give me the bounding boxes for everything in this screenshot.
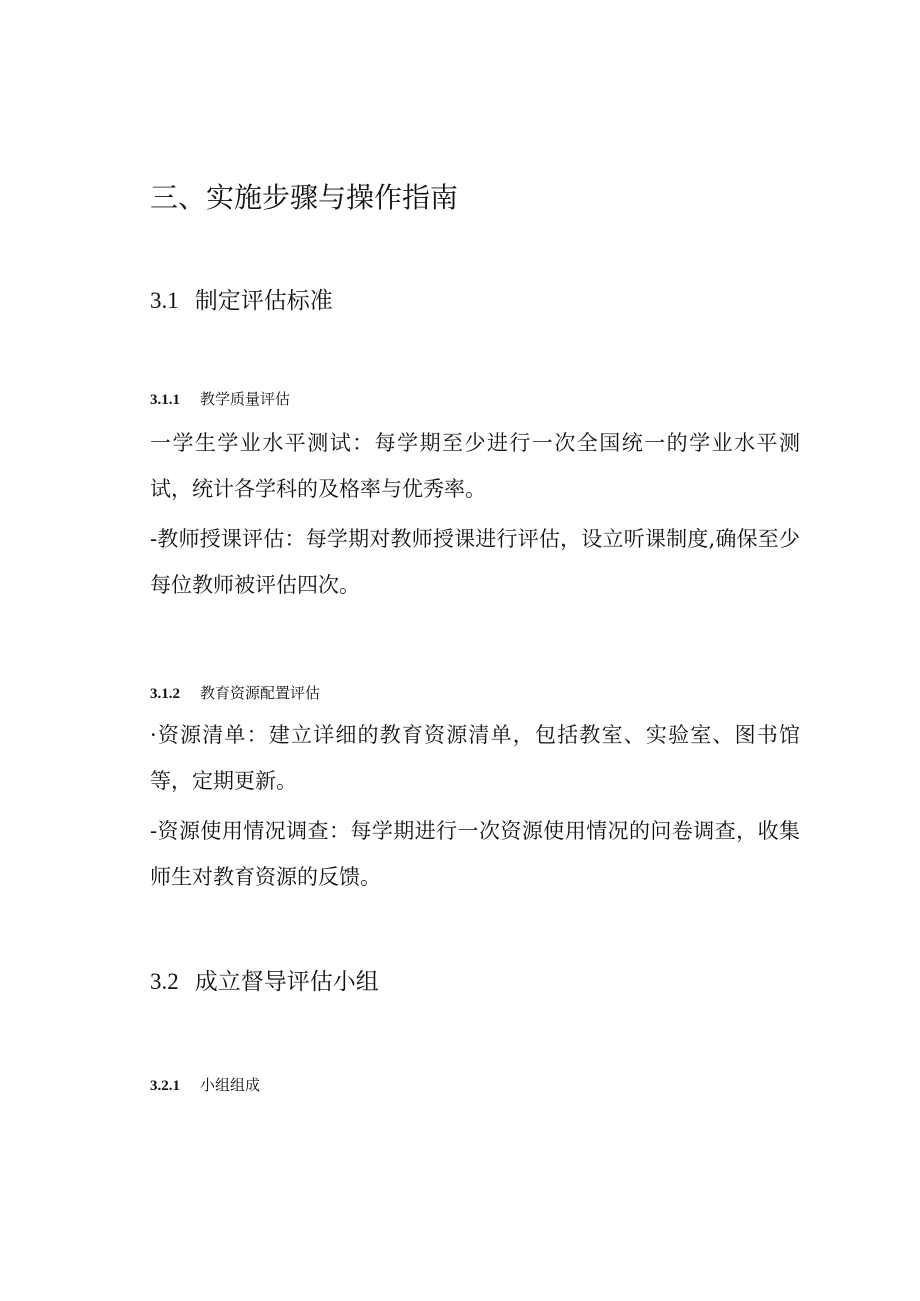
section-title: 制定评估标准 (194, 288, 333, 314)
subsection-title: 教育资源配置评估 (200, 684, 321, 702)
paragraph-resource-survey: -资源使用情况调查：每学期进行一次资源使用情况的问卷调查，收集师生对教育资源的反馈。 (150, 819, 800, 889)
section-heading-3-2 (150, 963, 379, 996)
subsection-number: 3.1.2 (150, 686, 180, 702)
paragraph-student-test: 一学生学业水平测试：每学期至少进行一次全国统一的学业水平测试，统计各学科的及格率与优秀率。 (150, 431, 800, 501)
section-heading-3-1 (150, 282, 333, 315)
subsection-title: 教学质量评估 (200, 390, 291, 408)
subsection-heading-3-1-2 (150, 682, 320, 703)
paragraph-resource-list: ·资源清单：建立详细的教育资源清单，包括教室、实验室、图书馆等，定期更新。 (150, 723, 800, 793)
section-number: 3.2 (150, 969, 179, 994)
subsection-number: 3.1.1 (150, 392, 180, 408)
section-title: 成立督导评估小组 (194, 969, 379, 995)
subsection-heading-3-2-1 (150, 1074, 260, 1095)
subsection-heading-3-1-1 (150, 388, 290, 409)
section-number: 3.1 (150, 288, 179, 313)
paragraph-teacher-evaluation: -教师授课评估：每学期对教师授课进行评估，设立听课制度,确保至少每位教师被评估四次。 (150, 527, 800, 597)
subsection-title: 小组组成 (200, 1076, 261, 1094)
subsection-number: 3.2.1 (150, 1078, 180, 1094)
chapter-title: 三、实施步骤与操作指南 (150, 181, 459, 214)
